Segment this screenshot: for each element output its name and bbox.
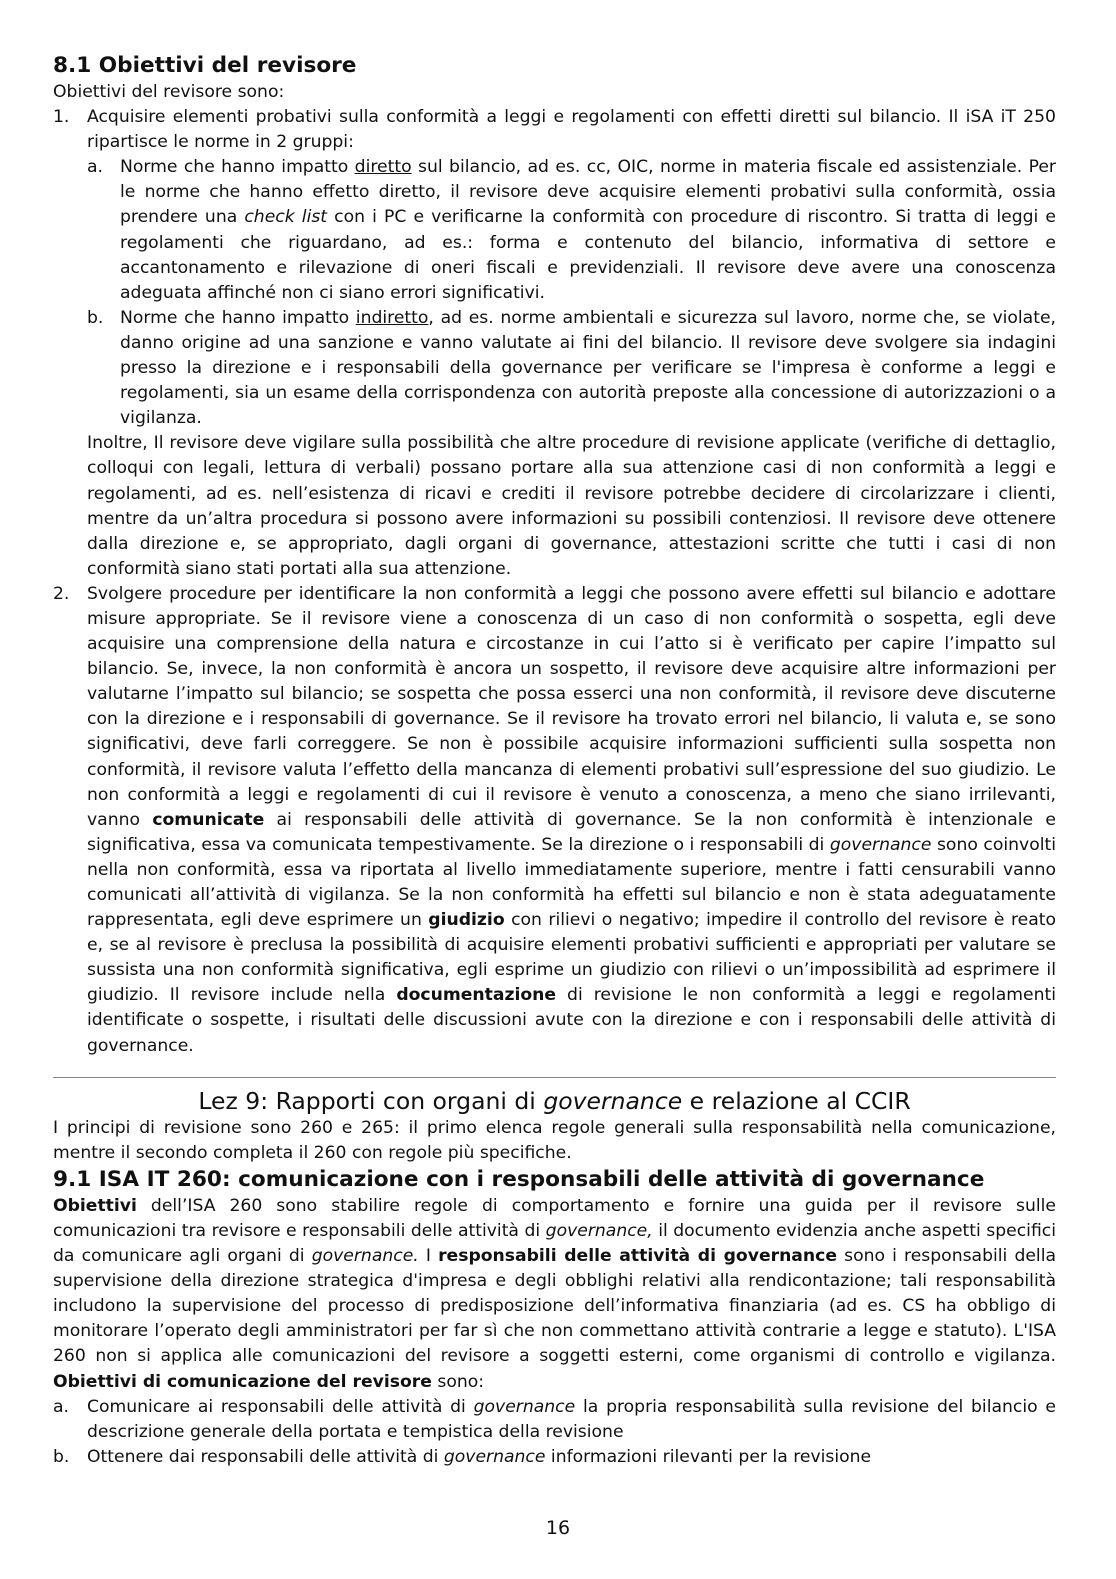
- lesson-title-italic: governance: [543, 1086, 683, 1115]
- sub-text: , ad es. norme ambientali e sicurezza sul lavoro, norme che, se violate, danno origine ad una sanzione e vanno valutate ai fini del bilancio. Il revisore deve svolgere sia indagini presso la direzione e i responsabili della governance per verificare se l'impresa è conforme a leggi e regolamenti, sia un esame della corrispondenza con autorità preposte alla concessione di autorizzazioni o a vigilanza.: [120, 307, 1056, 429]
- sub-item-b: [53, 306, 1056, 431]
- paragraph-text: I: [418, 1246, 439, 1267]
- bold-term: documentazione: [396, 985, 557, 1006]
- list-item-text: Comunicare ai responsabili delle attività di: [87, 1396, 474, 1417]
- page-number: 16: [545, 1517, 571, 1539]
- list-item-b: [53, 1445, 1056, 1470]
- sub-text: sul bilancio, ad es. cc, OIC, norme in materia fiscale ed assistenziale. Per le norme che hanno effetto diretto, il revisore deve acquisire elementi probativi sulla conformità, ossia prendere una: [120, 157, 1056, 228]
- sub-text: Norme che hanno impatto: [120, 307, 356, 328]
- bold-term: comunicate: [152, 809, 265, 830]
- list-letter: b.: [53, 1446, 70, 1467]
- paragraph-text: sono:: [431, 1371, 485, 1392]
- document-page: [53, 52, 1056, 1470]
- bold-term: giudizio: [428, 910, 505, 931]
- sub-text: con i PC e verificarne la conformità con procedure di riscontro. Si tratta di leggi e regolamenti che riguardano, ad es.: forma e contenuto del bilancio, informativa di settore e accantonamento e rilevazione di oneri fiscali e previdenziali. Il revisore deve avere una conoscenza adeguata affinché non ci siano errori significativi.: [120, 207, 1057, 303]
- lesson-title-text: e relazione al CCIR: [682, 1086, 911, 1115]
- lesson-intro: I principi di revisione sono 260 e 265: il primo elenca regole generali sulla responsabilità nella comunicazione, mentre il secondo completa il 260 con regole più specifiche.: [53, 1117, 1056, 1163]
- list-item-text: di revisione le non conformità a leggi e regolamenti identificate o sospette, i risultati delle discussioni avute con la direzione e con i responsabili delle attività di governance.: [87, 985, 1056, 1056]
- paragraph-text: dell’ISA 260 sono stabilire regole di comportamento e fornire una guida per il revisore sulle comunicazioni tra revisore e responsabili delle attività di: [53, 1195, 1056, 1241]
- list-letter: a.: [53, 1396, 69, 1417]
- paragraph-inoltre: Inoltre, Il revisore deve vigilare sulla possibilità che altre procedure di revisione applicate (verifiche di dettaglio, colloqui con legali, lettura di verbali) possano portare alla sua attenzione casi di non conformità a leggi e regolamenti, ad es. nell’esistenza di ricavi e crediti il revisore potrebbe decidere di circolarizzare i clienti, mentre da un’altra procedura si possono avere informazioni su possibili contenziosi. Il revisore deve ottenere dalla direzione e, se appropriato, dagli organi di governance, attestazioni scritte che tutti i casi di non conformità siano stati portati alla sua attenzione.: [87, 433, 1056, 579]
- bold-term: responsabili delle attività di governance: [438, 1246, 837, 1267]
- italic-term: check list: [244, 207, 328, 228]
- lesson-title-text: Lez 9: Rapporti con organi di: [198, 1086, 544, 1115]
- list-item-text: ai responsabili delle attività di governance. Se la non conformità è intenzionale e significativa, essa va comunicata tempestivamente. Se la direzione o i responsabili di: [87, 809, 1056, 855]
- section-heading-8-1: 8.1 Obiettivi del revisore: [53, 53, 357, 78]
- sub-letter: b.: [87, 307, 104, 328]
- italic-term: governance: [829, 834, 932, 855]
- paragraph-text: sono i responsabili della supervisione della direzione strategica d'impresa e degli obblighi relativi alla rendicontazione; tali responsabilità includono la supervisione del processo di predisposizione dell’informativa finanziaria (ad es. CS ha obbligo di monitorare l’operato degli amministratori per far sì che non commettano attività contrarie a legge e statuto). L'ISA 260 non si applica alle comunicazioni del revisore a soggetti esterni, come organismi di controllo e vigilanza.: [53, 1246, 1057, 1367]
- underlined-term: diretto: [354, 157, 412, 178]
- list-item-2: [53, 582, 1056, 1059]
- paragraph-text: il documento evidenzia anche aspetti specifici da comunicare agli organi di: [53, 1220, 1056, 1267]
- list-item-text: sono coinvolti nella non conformità, essa va riportata al livello immediatamente superiore, mentre i fatti censurabili vanno comunicati all’attività di vigilanza. Se la non conformità ha effetti sul bilancio e non è stata adeguatamente rappresentata, egli deve esprimere un: [87, 834, 1057, 931]
- italic-term: governance.: [311, 1246, 419, 1267]
- sub-item-a: [53, 155, 1056, 306]
- bold-term: Obiettivi: [53, 1195, 137, 1216]
- list-item-text: la propria responsabilità sulla revisione del bilancio e descrizione generale della portata e tempistica della revisione: [87, 1396, 1056, 1442]
- list-number: 2.: [53, 583, 70, 604]
- bold-term: Obiettivi di comunicazione del revisore: [53, 1371, 432, 1392]
- italic-term: governance: [473, 1396, 576, 1417]
- list-item-text: Svolgere procedure per identificare la non conformità a leggi che possono avere effetti sul bilancio e adottare misure appropriate. Se il revisore viene a conoscenza di un caso di non conformità o sospetta, egli deve acquisire una comprensione della natura e circostanze in cui l’atto si è verificato per capire l’impatto sul bilancio. Se, invece, la non conformità è ancora un sospetto, il revisore deve acquisire altre informazioni per valutarne l’impatto sul bilancio; se sospetta che possa esserci una non conformità, il revisore deve discuterne con la direzione e i responsabili di governance. Se il revisore ha trovato errori nel bilancio, li valuta e, se sono significativi, deve farli correggere. Se non è possibile acquisire informazioni sufficienti sulla sospetta non conformità, il revisore valuta l’effetto della mancanza di elementi probativi sull’espressione del suo giudizio. Le non conformità a leggi e regolamenti di cui il revisore è venuto a conoscenza, a meno che siano irrilevanti, vanno: [87, 583, 1056, 830]
- list-item-1: [53, 105, 1056, 155]
- lesson-title: [53, 1086, 1056, 1116]
- list-number: 1.: [53, 107, 70, 128]
- list-item-text: Ottenere dai responsabili delle attività di: [87, 1446, 444, 1467]
- paragraph-isa-260: [53, 1194, 1056, 1395]
- list-item-a: [53, 1395, 1056, 1445]
- italic-term: governance,: [545, 1220, 653, 1241]
- italic-term: governance: [443, 1446, 546, 1467]
- section-intro: Obiettivi del revisore sono:: [53, 82, 285, 102]
- sub-text: Norme che hanno impatto: [120, 157, 355, 178]
- underlined-term: indiretto: [355, 307, 429, 328]
- horizontal-rule: [53, 1077, 1056, 1078]
- list-item-text: con rilievi o negativo; impedire il controllo del revisore è reato e, se al revisore è preclusa la possibilità di acquisire elementi probativi sufficienti e appropriati per valutare se sussista una non conformità significativa, egli esprime un giudizio con rilievi o un’impossibilità ad esprimere il giudizio. Il revisore include nella: [87, 910, 1057, 1006]
- list-item-text: Acquisire elementi probativi sulla conformità a leggi e regolamenti con effetti diretti sul bilancio. Il iSA iT 250 ripartisce le norme in 2 gruppi:: [87, 107, 1056, 153]
- list-item-text: informazioni rilevanti per la revisione: [545, 1446, 872, 1467]
- section-heading-9-1: 9.1 ISA IT 260: comunicazione con i responsabili delle attività di governance: [53, 1166, 985, 1192]
- sub-letter: a.: [87, 157, 103, 178]
